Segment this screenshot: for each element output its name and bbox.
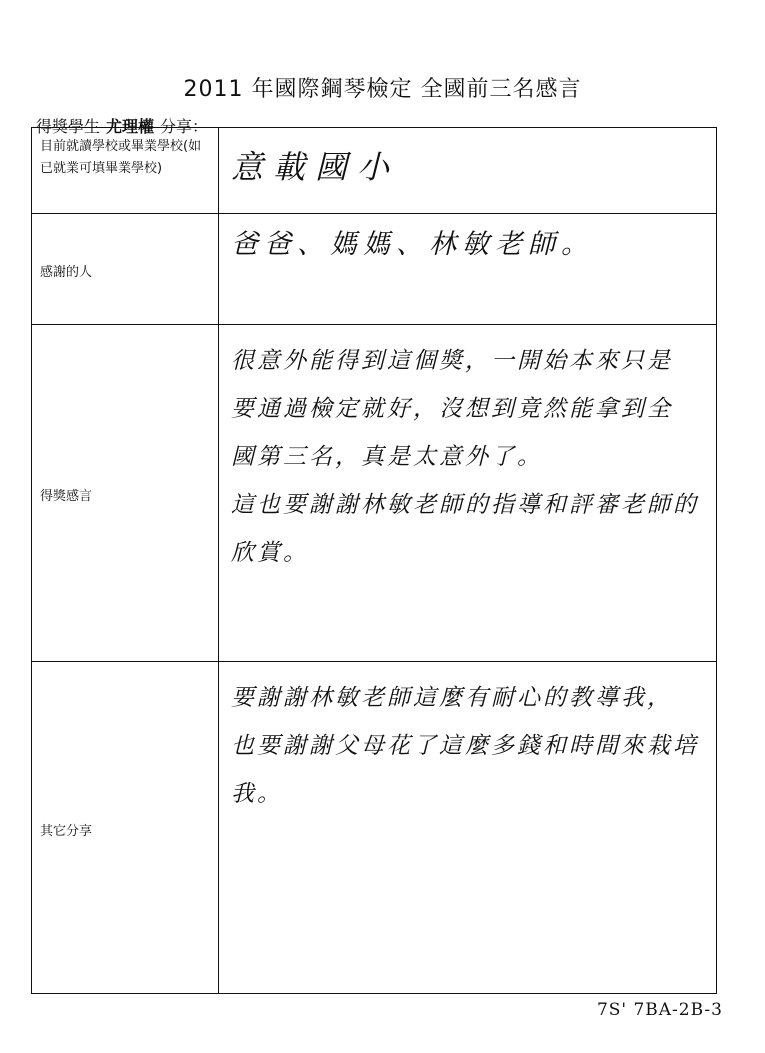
school-label: 目前就讀學校或畢業學校(如已就業可填畢業學校)	[32, 128, 219, 214]
student-name: 尤理權	[106, 117, 155, 136]
other-line: 我。	[231, 781, 283, 807]
remarks-line: 要通過檢定就好，沒想到竟然能拿到全	[231, 396, 673, 422]
remarks-line: 欣賞。	[231, 540, 309, 566]
remarks-label: 得獎感言	[32, 325, 219, 662]
remarks-text	[219, 325, 716, 577]
student-suffix: 分享：	[160, 117, 209, 136]
other-label: 其它分享	[32, 662, 219, 994]
school-row	[32, 128, 717, 214]
thanks-row	[32, 214, 717, 325]
student-prefix: 得獎學生	[36, 117, 101, 136]
document-code: 7S' 7BA-2B-3	[596, 1000, 723, 1020]
school-cell	[219, 128, 717, 214]
document-title: 2011 年國際鋼琴檢定 全國前三名感言	[183, 77, 582, 102]
remarks-line: 很意外能得到這個獎，一開始本來只是	[231, 348, 673, 374]
other-cell	[219, 662, 717, 994]
other-row	[32, 662, 717, 994]
thanks-label: 感謝的人	[32, 214, 219, 325]
other-line: 也要謝謝父母花了這麼多錢和時間來栽培	[231, 733, 699, 759]
other-text	[219, 662, 716, 818]
remarks-row	[32, 325, 717, 662]
remarks-cell	[219, 325, 717, 662]
remarks-line: 國第三名，真是太意外了。	[231, 444, 543, 470]
remarks-line: 這也要謝謝林敏老師的指導和評審老師的	[231, 492, 699, 518]
thanks-cell	[219, 214, 717, 325]
school-value: 意載國小	[231, 148, 400, 186]
award-form-table	[31, 127, 717, 994]
other-line: 要謝謝林敏老師這麼有耐心的教導我，	[231, 685, 673, 711]
thanks-value: 爸爸、媽媽、林敏老師。	[231, 229, 594, 260]
